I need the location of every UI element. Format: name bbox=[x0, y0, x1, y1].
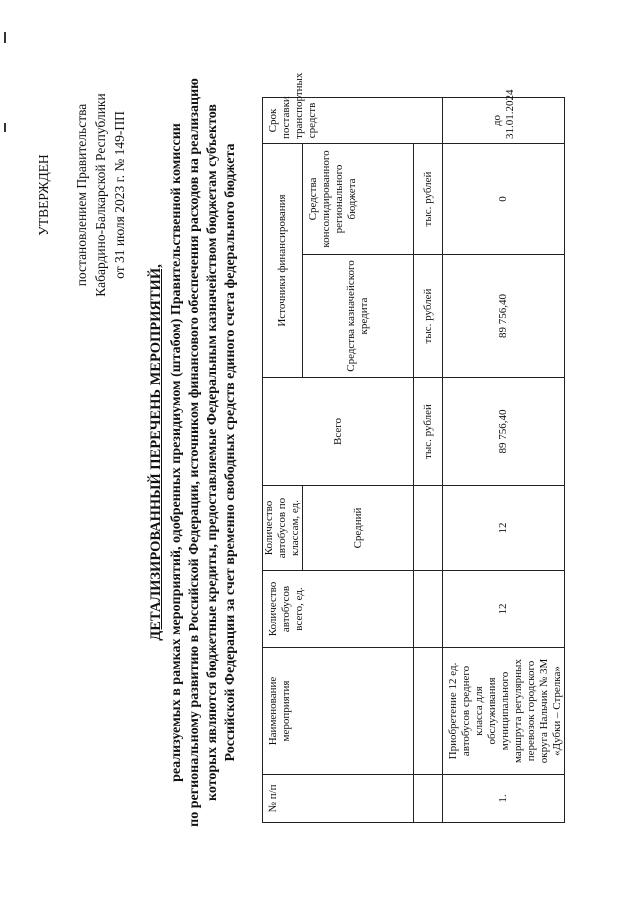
unit-buses-total bbox=[414, 571, 443, 648]
unit-regional-budget: тыс. рублей bbox=[414, 143, 443, 254]
approval-heading: УТВЕРЖДЕН bbox=[36, 154, 51, 236]
unit-class-medium bbox=[414, 486, 443, 571]
measures-table bbox=[262, 72, 565, 823]
row-regional-budget: 0 bbox=[443, 143, 565, 254]
approval-block bbox=[34, 45, 129, 345]
row-treasury-credit: 89 756,40 bbox=[443, 255, 565, 378]
header-num: № п/п bbox=[263, 775, 414, 823]
unit-treasury-credit: тыс. рублей bbox=[414, 255, 443, 378]
header-class-medium: Средний bbox=[303, 486, 414, 571]
title-line-4: которых являются бюджетные кредиты, предоставляемые Федеральным казначейством бюджетам субъектов bbox=[205, 104, 220, 801]
row-delivery-term: до 31.01.2024 bbox=[443, 97, 565, 143]
header-name: Наименование мероприятия bbox=[263, 648, 414, 775]
header-treasury-credit: Средства казначейского кредита bbox=[303, 255, 414, 378]
header-sources: Источники финансирования bbox=[263, 143, 303, 377]
header-delivery-term: Срок поставки транспортных средств bbox=[263, 97, 443, 143]
unit-name bbox=[414, 648, 443, 775]
table-row bbox=[443, 97, 565, 822]
unit-total: тыс. рублей bbox=[414, 378, 443, 486]
row-num: 1. bbox=[443, 775, 565, 823]
unit-num bbox=[414, 775, 443, 823]
approval-line-1: постановлением Правительства bbox=[74, 103, 89, 287]
row-total: 89 756,40 bbox=[443, 378, 565, 486]
document-title bbox=[147, 0, 240, 905]
approval-line-2: Кабардино-Балкарской Республики bbox=[93, 93, 108, 297]
header-total: Всего bbox=[263, 378, 414, 486]
header-regional-budget: Средства консолидированного регионального бюджета bbox=[303, 143, 414, 254]
row-buses-total: 12 bbox=[443, 571, 565, 648]
title-line-3: по региональному развитию в Российской Федерации, источником финансового обеспечения расходов на реализацию bbox=[187, 78, 202, 827]
header-buses-by-class: Количество автобусов по классам, ед. bbox=[263, 486, 303, 571]
row-name: Приобретение 12 ед. автобусов среднего класса для обслуживания муниципального маршрута регулярных перевозок городского округа Нальчик № 3М «Дубки – Стрелка» bbox=[443, 648, 565, 775]
title-line-1: ДЕТАЛИЗИРОВАННЫЙ ПЕРЕЧЕНЬ МЕРОПРИЯТИЙ, bbox=[148, 264, 164, 641]
row-class-medium: 12 bbox=[443, 486, 565, 571]
title-line-5: Российской Федерации за счет временно свободных средств единого счета федерального бюджета bbox=[223, 143, 238, 762]
header-buses-total: Количество автобусов всего, ед. bbox=[263, 571, 414, 648]
title-line-2: реализуемых в рамках мероприятий, одобренных президиумом (штабом) Правительственной комиссии bbox=[169, 123, 184, 782]
approval-line-3: от 31 июля 2023 г. № 149-ПП bbox=[112, 111, 127, 279]
